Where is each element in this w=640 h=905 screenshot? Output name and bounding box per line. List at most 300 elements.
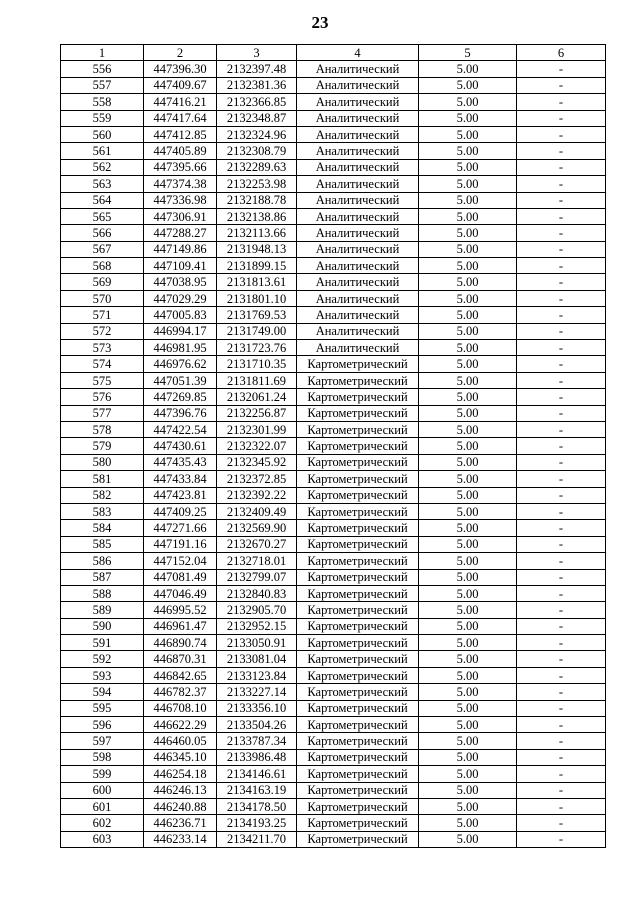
accuracy-cell: 5.00 [419,602,517,618]
table-row [61,274,606,290]
method-cell: Аналитический [297,258,419,274]
point-number-cell: 588 [61,585,144,601]
accuracy-cell: 5.00 [419,340,517,356]
accuracy-cell: 5.00 [419,372,517,388]
accuracy-cell: 5.00 [419,503,517,519]
accuracy-cell: 5.00 [419,454,517,470]
note-cell: - [517,258,606,274]
note-cell: - [517,61,606,77]
note-cell: - [517,651,606,667]
y-coordinate-cell: 2132905.70 [217,602,297,618]
x-coordinate-cell: 447405.89 [144,143,217,159]
accuracy-cell: 5.00 [419,471,517,487]
point-number-cell: 569 [61,274,144,290]
y-coordinate-cell: 2132308.79 [217,143,297,159]
method-cell: Аналитический [297,94,419,110]
accuracy-cell: 5.00 [419,438,517,454]
note-cell: - [517,798,606,814]
note-cell: - [517,717,606,733]
table-row [61,307,606,323]
x-coordinate-cell: 447422.54 [144,421,217,437]
method-cell: Картометрический [297,782,419,798]
point-number-cell: 598 [61,749,144,765]
point-number-cell: 599 [61,766,144,782]
y-coordinate-cell: 2133787.34 [217,733,297,749]
method-cell: Аналитический [297,307,419,323]
y-coordinate-cell: 2133123.84 [217,667,297,683]
note-cell: - [517,569,606,585]
y-coordinate-cell: 2132366.85 [217,94,297,110]
table-row [61,454,606,470]
table-row [61,438,606,454]
point-number-cell: 576 [61,389,144,405]
x-coordinate-cell: 447396.30 [144,61,217,77]
table-row [61,553,606,569]
y-coordinate-cell: 2133227.14 [217,684,297,700]
column-header: 1 [61,45,144,61]
accuracy-cell: 5.00 [419,733,517,749]
accuracy-cell: 5.00 [419,487,517,503]
accuracy-cell: 5.00 [419,553,517,569]
accuracy-cell: 5.00 [419,831,517,847]
method-cell: Картометрический [297,700,419,716]
y-coordinate-cell: 2131723.76 [217,340,297,356]
method-cell: Картометрический [297,684,419,700]
x-coordinate-cell: 447423.81 [144,487,217,503]
table-row [61,536,606,552]
table-row [61,110,606,126]
accuracy-cell: 5.00 [419,61,517,77]
table-row [61,258,606,274]
note-cell: - [517,700,606,716]
x-coordinate-cell: 446842.65 [144,667,217,683]
accuracy-cell: 5.00 [419,585,517,601]
method-cell: Картометрический [297,733,419,749]
point-number-cell: 590 [61,618,144,634]
x-coordinate-cell: 447433.84 [144,471,217,487]
note-cell: - [517,503,606,519]
method-cell: Картометрический [297,405,419,421]
point-number-cell: 574 [61,356,144,372]
y-coordinate-cell: 2134211.70 [217,831,297,847]
note-cell: - [517,356,606,372]
y-coordinate-cell: 2132840.83 [217,585,297,601]
table-row [61,389,606,405]
x-coordinate-cell: 447152.04 [144,553,217,569]
point-number-cell: 591 [61,635,144,651]
method-cell: Картометрический [297,618,419,634]
x-coordinate-cell: 446254.18 [144,766,217,782]
column-header: 2 [144,45,217,61]
note-cell: - [517,389,606,405]
accuracy-cell: 5.00 [419,208,517,224]
table-row [61,421,606,437]
table-row [61,815,606,831]
accuracy-cell: 5.00 [419,126,517,142]
point-number-cell: 580 [61,454,144,470]
accuracy-cell: 5.00 [419,700,517,716]
accuracy-cell: 5.00 [419,94,517,110]
method-cell: Аналитический [297,110,419,126]
note-cell: - [517,143,606,159]
accuracy-cell: 5.00 [419,241,517,257]
accuracy-cell: 5.00 [419,159,517,175]
method-cell: Картометрический [297,798,419,814]
point-number-cell: 573 [61,340,144,356]
method-cell: Аналитический [297,274,419,290]
x-coordinate-cell: 446233.14 [144,831,217,847]
note-cell: - [517,487,606,503]
accuracy-cell: 5.00 [419,307,517,323]
y-coordinate-cell: 2134193.25 [217,815,297,831]
table-row [61,356,606,372]
accuracy-cell: 5.00 [419,421,517,437]
accuracy-cell: 5.00 [419,618,517,634]
point-number-cell: 566 [61,225,144,241]
point-number-cell: 600 [61,782,144,798]
method-cell: Аналитический [297,192,419,208]
note-cell: - [517,208,606,224]
accuracy-cell: 5.00 [419,274,517,290]
table-row [61,290,606,306]
point-number-cell: 577 [61,405,144,421]
accuracy-cell: 5.00 [419,290,517,306]
accuracy-cell: 5.00 [419,651,517,667]
point-number-cell: 567 [61,241,144,257]
table-row [61,667,606,683]
y-coordinate-cell: 2132381.36 [217,77,297,93]
y-coordinate-cell: 2132256.87 [217,405,297,421]
accuracy-cell: 5.00 [419,815,517,831]
note-cell: - [517,372,606,388]
accuracy-cell: 5.00 [419,667,517,683]
x-coordinate-cell: 447374.38 [144,176,217,192]
note-cell: - [517,553,606,569]
table-row [61,225,606,241]
note-cell: - [517,307,606,323]
method-cell: Картометрический [297,487,419,503]
method-cell: Аналитический [297,77,419,93]
y-coordinate-cell: 2132952.15 [217,618,297,634]
y-coordinate-cell: 2133050.91 [217,635,297,651]
y-coordinate-cell: 2132392.22 [217,487,297,503]
table-row [61,487,606,503]
x-coordinate-cell: 446995.52 [144,602,217,618]
table-row [61,241,606,257]
point-number-cell: 578 [61,421,144,437]
point-number-cell: 564 [61,192,144,208]
column-header: 4 [297,45,419,61]
point-number-cell: 568 [61,258,144,274]
table-row [61,208,606,224]
accuracy-cell: 5.00 [419,798,517,814]
point-number-cell: 562 [61,159,144,175]
table-row [61,340,606,356]
note-cell: - [517,192,606,208]
accuracy-cell: 5.00 [419,323,517,339]
y-coordinate-cell: 2131813.61 [217,274,297,290]
table-row [61,405,606,421]
y-coordinate-cell: 2131801.10 [217,290,297,306]
point-number-cell: 585 [61,536,144,552]
x-coordinate-cell: 446782.37 [144,684,217,700]
point-number-cell: 602 [61,815,144,831]
note-cell: - [517,290,606,306]
note-cell: - [517,684,606,700]
x-coordinate-cell: 447046.49 [144,585,217,601]
point-number-cell: 589 [61,602,144,618]
x-coordinate-cell: 447081.49 [144,569,217,585]
point-number-cell: 593 [61,667,144,683]
method-cell: Аналитический [297,323,419,339]
point-number-cell: 603 [61,831,144,847]
point-number-cell: 583 [61,503,144,519]
accuracy-cell: 5.00 [419,77,517,93]
x-coordinate-cell: 447051.39 [144,372,217,388]
page-number: 23 [311,13,329,32]
y-coordinate-cell: 2132324.96 [217,126,297,142]
note-cell: - [517,323,606,339]
accuracy-cell: 5.00 [419,176,517,192]
point-number-cell: 595 [61,700,144,716]
accuracy-cell: 5.00 [419,356,517,372]
table-row [61,766,606,782]
x-coordinate-cell: 446345.10 [144,749,217,765]
x-coordinate-cell: 446622.29 [144,717,217,733]
table-row [61,471,606,487]
point-number-cell: 601 [61,798,144,814]
x-coordinate-cell: 446236.71 [144,815,217,831]
y-coordinate-cell: 2132670.27 [217,536,297,552]
point-number-cell: 582 [61,487,144,503]
y-coordinate-cell: 2132188.78 [217,192,297,208]
note-cell: - [517,766,606,782]
x-coordinate-cell: 447288.27 [144,225,217,241]
y-coordinate-cell: 2132348.87 [217,110,297,126]
point-number-cell: 559 [61,110,144,126]
note-cell: - [517,438,606,454]
method-cell: Картометрический [297,831,419,847]
y-coordinate-cell: 2132113.66 [217,225,297,241]
point-number-cell: 570 [61,290,144,306]
note-cell: - [517,241,606,257]
point-number-cell: 563 [61,176,144,192]
method-cell: Картометрический [297,438,419,454]
method-cell: Аналитический [297,159,419,175]
note-cell: - [517,274,606,290]
table-row [61,159,606,175]
method-cell: Картометрический [297,421,419,437]
method-cell: Картометрический [297,815,419,831]
note-cell: - [517,635,606,651]
note-cell: - [517,536,606,552]
y-coordinate-cell: 2132253.98 [217,176,297,192]
note-cell: - [517,110,606,126]
x-coordinate-cell: 447417.64 [144,110,217,126]
x-coordinate-cell: 447416.21 [144,94,217,110]
note-cell: - [517,602,606,618]
note-cell: - [517,471,606,487]
y-coordinate-cell: 2132372.85 [217,471,297,487]
method-cell: Аналитический [297,143,419,159]
x-coordinate-cell: 447409.67 [144,77,217,93]
y-coordinate-cell: 2132718.01 [217,553,297,569]
y-coordinate-cell: 2132799.07 [217,569,297,585]
table-row [61,700,606,716]
y-coordinate-cell: 2132322.07 [217,438,297,454]
table-row [61,143,606,159]
table-row [61,77,606,93]
table-row [61,176,606,192]
table-row [61,569,606,585]
x-coordinate-cell: 447269.85 [144,389,217,405]
table-row [61,782,606,798]
y-coordinate-cell: 2133356.10 [217,700,297,716]
accuracy-cell: 5.00 [419,569,517,585]
table-row [61,61,606,77]
method-cell: Картометрический [297,520,419,536]
point-number-cell: 557 [61,77,144,93]
x-coordinate-cell: 447191.16 [144,536,217,552]
method-cell: Картометрический [297,503,419,519]
x-coordinate-cell: 446961.47 [144,618,217,634]
point-number-cell: 597 [61,733,144,749]
method-cell: Картометрический [297,651,419,667]
x-coordinate-cell: 446976.62 [144,356,217,372]
y-coordinate-cell: 2132061.24 [217,389,297,405]
note-cell: - [517,815,606,831]
y-coordinate-cell: 2131749.00 [217,323,297,339]
accuracy-cell: 5.00 [419,717,517,733]
method-cell: Аналитический [297,290,419,306]
x-coordinate-cell: 447038.95 [144,274,217,290]
point-number-cell: 556 [61,61,144,77]
method-cell: Картометрический [297,635,419,651]
accuracy-cell: 5.00 [419,635,517,651]
note-cell: - [517,831,606,847]
method-cell: Картометрический [297,569,419,585]
accuracy-cell: 5.00 [419,258,517,274]
accuracy-cell: 5.00 [419,192,517,208]
table-row [61,602,606,618]
note-cell: - [517,77,606,93]
method-cell: Картометрический [297,585,419,601]
note-cell: - [517,454,606,470]
method-cell: Картометрический [297,602,419,618]
table-row [61,192,606,208]
x-coordinate-cell: 447430.61 [144,438,217,454]
column-header: 6 [517,45,606,61]
note-cell: - [517,585,606,601]
coordinates-table [60,44,606,848]
y-coordinate-cell: 2134146.61 [217,766,297,782]
table-row [61,126,606,142]
table-header-row [61,45,606,61]
x-coordinate-cell: 447029.29 [144,290,217,306]
x-coordinate-cell: 447435.43 [144,454,217,470]
y-coordinate-cell: 2132289.63 [217,159,297,175]
table-row [61,831,606,847]
note-cell: - [517,520,606,536]
y-coordinate-cell: 2131899.15 [217,258,297,274]
point-number-cell: 581 [61,471,144,487]
method-cell: Аналитический [297,208,419,224]
y-coordinate-cell: 2132345.92 [217,454,297,470]
y-coordinate-cell: 2131710.35 [217,356,297,372]
table-row [61,684,606,700]
note-cell: - [517,159,606,175]
y-coordinate-cell: 2134163.19 [217,782,297,798]
note-cell: - [517,225,606,241]
y-coordinate-cell: 2132569.90 [217,520,297,536]
y-coordinate-cell: 2134178.50 [217,798,297,814]
x-coordinate-cell: 446240.88 [144,798,217,814]
column-header: 3 [217,45,297,61]
x-coordinate-cell: 446708.10 [144,700,217,716]
point-number-cell: 586 [61,553,144,569]
x-coordinate-cell: 446246.13 [144,782,217,798]
accuracy-cell: 5.00 [419,782,517,798]
method-cell: Аналитический [297,241,419,257]
table-row [61,585,606,601]
note-cell: - [517,749,606,765]
method-cell: Картометрический [297,389,419,405]
point-number-cell: 594 [61,684,144,700]
point-number-cell: 579 [61,438,144,454]
method-cell: Картометрический [297,356,419,372]
accuracy-cell: 5.00 [419,405,517,421]
y-coordinate-cell: 2133986.48 [217,749,297,765]
point-number-cell: 571 [61,307,144,323]
x-coordinate-cell: 447005.83 [144,307,217,323]
y-coordinate-cell: 2132138.86 [217,208,297,224]
note-cell: - [517,94,606,110]
x-coordinate-cell: 446460.05 [144,733,217,749]
x-coordinate-cell: 447149.86 [144,241,217,257]
table-row [61,733,606,749]
y-coordinate-cell: 2131811.69 [217,372,297,388]
y-coordinate-cell: 2132409.49 [217,503,297,519]
table-row [61,323,606,339]
point-number-cell: 592 [61,651,144,667]
x-coordinate-cell: 447306.91 [144,208,217,224]
table-row [61,749,606,765]
method-cell: Картометрический [297,471,419,487]
method-cell: Аналитический [297,176,419,192]
method-cell: Аналитический [297,61,419,77]
x-coordinate-cell: 447271.66 [144,520,217,536]
x-coordinate-cell: 447412.85 [144,126,217,142]
note-cell: - [517,126,606,142]
x-coordinate-cell: 446890.74 [144,635,217,651]
table-row [61,94,606,110]
column-header: 5 [419,45,517,61]
method-cell: Картометрический [297,667,419,683]
y-coordinate-cell: 2132301.99 [217,421,297,437]
method-cell: Аналитический [297,126,419,142]
table-row [61,520,606,536]
x-coordinate-cell: 447109.41 [144,258,217,274]
method-cell: Картометрический [297,717,419,733]
x-coordinate-cell: 447336.98 [144,192,217,208]
x-coordinate-cell: 447396.76 [144,405,217,421]
x-coordinate-cell: 446981.95 [144,340,217,356]
table-body [61,61,606,848]
accuracy-cell: 5.00 [419,389,517,405]
method-cell: Картометрический [297,536,419,552]
accuracy-cell: 5.00 [419,143,517,159]
table-row [61,503,606,519]
